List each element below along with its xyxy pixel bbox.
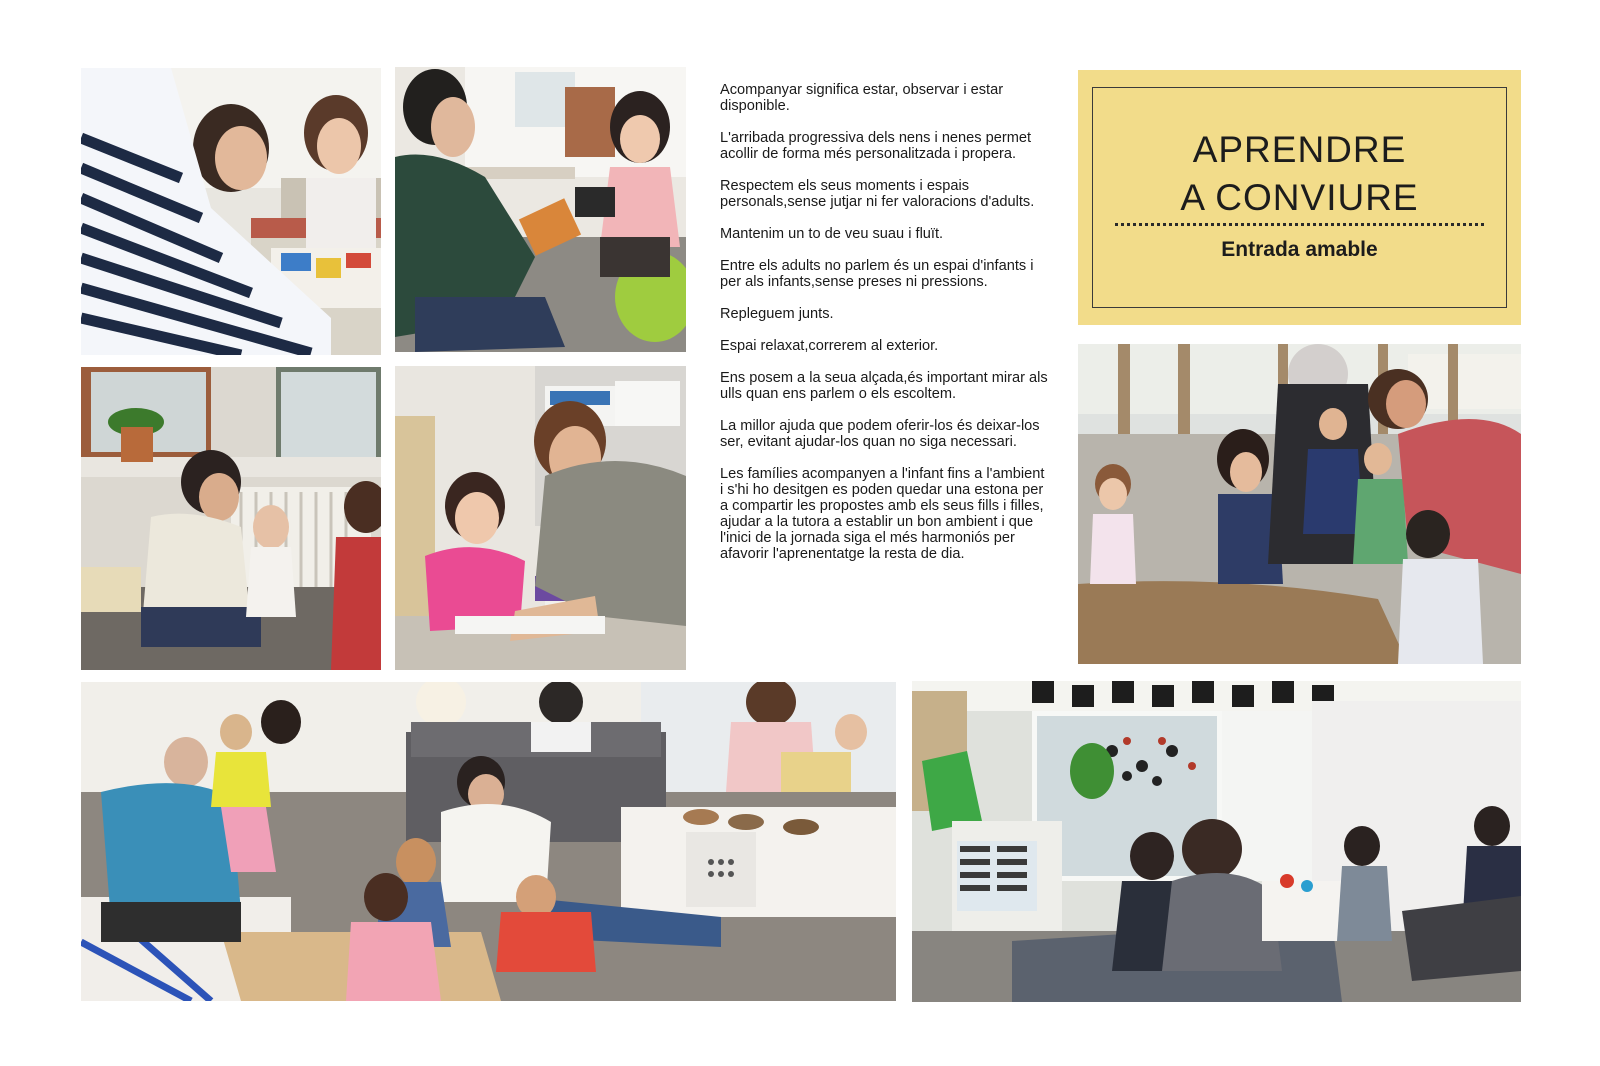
description-text-column: [720, 82, 1050, 578]
photo-icon: [81, 367, 381, 670]
photo-icon: [395, 366, 686, 670]
photo-classroom-table: [81, 68, 381, 355]
photo-shelf-activity: [395, 366, 686, 670]
paragraph-adults: Entre els adults no parlem és un espai d'infants i per als infants,sense preses ni pressions.: [720, 258, 1034, 290]
title-card: [1078, 70, 1521, 325]
paragraph-respect: Respectem els seus moments i espais personals,sense jutjar ni fer valoracions d'adults.: [720, 178, 1035, 210]
paragraph-families: Les famílies acompanyen a l'infant fins a l'ambient i s'hi ho desitgen es poden quedar una estona per a compartir les propostes amb els seus fills i filles, ajudar a la tutora a establir un bon ambient i que l'inici de la jornada siga el més harmoniós per afavorir l'aprenentatge la resta de dia.: [720, 466, 1045, 562]
photo-classroom-window: [912, 681, 1521, 1002]
photo-outdoor-group: [1078, 344, 1521, 664]
page-title: [1093, 126, 1506, 222]
title-line-1: APRENDRE: [1192, 129, 1407, 170]
paragraph-accompany: Acompanyar significa estar, observar i estar disponible.: [720, 82, 1004, 114]
paragraph-tidy-up: Repleguem junts.: [720, 306, 834, 322]
photo-family-room: [81, 682, 896, 1001]
paragraph-best-help: La millor ajuda que podem oferir-los és deixar-los ser, evitant ajudar-los quan no siga necessari.: [720, 418, 1040, 450]
title-card-frame: [1092, 87, 1507, 308]
paragraph-voice: Mantenim un to de veu suau i fluït.: [720, 226, 944, 242]
photo-icon: [395, 67, 686, 352]
photo-icon: [1078, 344, 1521, 664]
paragraph-progressive-arrival: L'arribada progressiva dels nens i nenes permet acollir de forma més personalitzada i propera.: [720, 130, 1032, 162]
title-line-2: A CONVIURE: [1180, 177, 1419, 218]
page-subtitle: Entrada amable: [1221, 238, 1378, 261]
paragraph-relaxed-space: Espai relaxat,correrem al exterior.: [720, 338, 939, 354]
photo-icon: [81, 682, 896, 1001]
dotted-divider: [1115, 223, 1484, 226]
photo-icon: [81, 68, 381, 355]
photo-reading-corner: [395, 67, 686, 352]
photo-window-radiator: [81, 367, 381, 670]
photo-icon: [912, 681, 1521, 1002]
paragraph-eye-level: Ens posem a la seua alçada,és important mirar als ulls quan ens parlem o els escoltem.: [720, 370, 1048, 402]
